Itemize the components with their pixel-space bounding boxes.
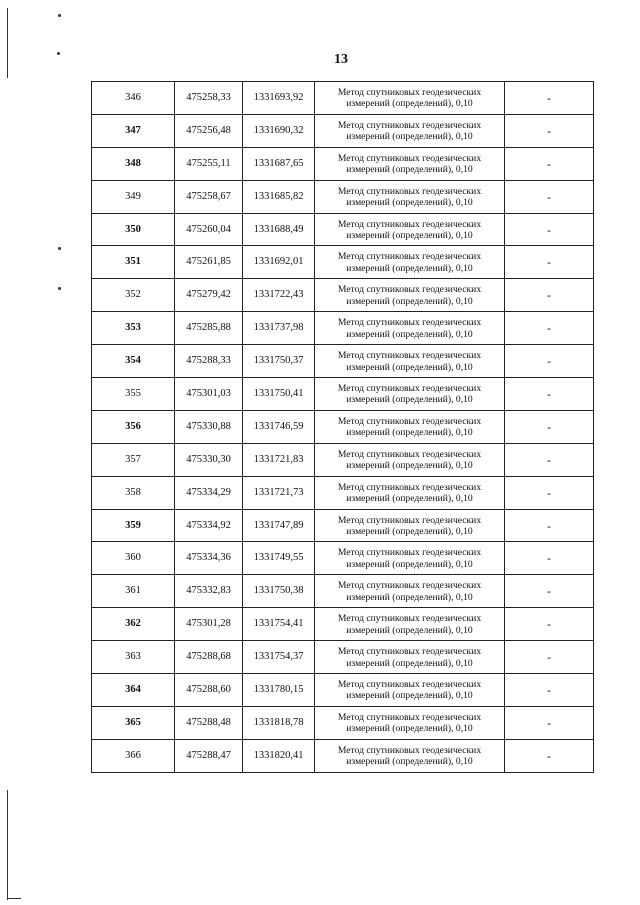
method-line-2: измерений (определений), 0,10 [346,361,473,373]
point-number-cell: 359 [92,509,175,542]
table-row [92,312,594,345]
point-number-cell: 353 [92,312,175,345]
x-coordinate-cell: 475334,29 [175,476,243,509]
method-line-1: Метод спутниковых геодезических [337,119,482,131]
y-coordinate-cell: 1331688,49 [243,213,315,246]
x-coordinate-cell: 475330,30 [175,443,243,476]
x-coordinate-cell: 475288,60 [175,674,243,707]
method-line-2: измерений (определений), 0,10 [346,131,473,143]
point-number-cell: 357 [92,443,175,476]
method-line-1: Метод спутниковых геодезических [337,678,482,690]
method-line-1: Метод спутниковых геодезических [337,646,482,658]
x-coordinate-cell: 475334,36 [175,542,243,575]
method-line-1: Метод спутниковых геодезических [337,547,482,559]
method-cell [315,739,505,772]
description-cell: - [505,641,594,674]
point-number-cell: 361 [92,575,175,608]
y-coordinate-cell: 1331692,01 [243,246,315,279]
point-number-cell: 362 [92,608,175,641]
method-line-2: измерений (определений), 0,10 [346,493,473,505]
point-number-cell: 366 [92,739,175,772]
method-cell [315,345,505,378]
method-cell [315,509,505,542]
x-coordinate-cell: 475258,67 [175,180,243,213]
coordinates-table [91,81,593,773]
description-cell: - [505,378,594,411]
method-line-1: Метод спутниковых геодезических [337,415,482,427]
method-line-2: измерений (определений), 0,10 [346,723,473,735]
y-coordinate-cell: 1331747,89 [243,509,315,542]
x-coordinate-cell: 475301,28 [175,608,243,641]
description-cell: - [505,509,594,542]
description-cell: - [505,739,594,772]
method-line-2: измерений (определений), 0,10 [346,624,473,636]
description-cell: - [505,246,594,279]
x-coordinate-cell: 475279,42 [175,279,243,312]
method-line-1: Метод спутниковых геодезических [337,251,482,263]
y-coordinate-cell: 1331750,41 [243,378,315,411]
method-line-1: Метод спутниковых геодезических [337,580,482,592]
table-body [92,82,594,773]
method-cell [315,312,505,345]
point-number-cell: 365 [92,706,175,739]
table-row [92,476,594,509]
x-coordinate-cell: 475255,11 [175,147,243,180]
description-cell: - [505,279,594,312]
description-cell: - [505,114,594,147]
x-coordinate-cell: 475288,33 [175,345,243,378]
method-cell [315,213,505,246]
method-cell [315,575,505,608]
method-line-2: измерений (определений), 0,10 [346,427,473,439]
method-cell [315,476,505,509]
table-row [92,180,594,213]
table-row [92,509,594,542]
method-line-1: Метод спутниковых геодезических [337,185,482,197]
method-cell [315,410,505,443]
method-line-2: измерений (определений), 0,10 [346,756,473,768]
method-line-1: Метод спутниковых геодезических [337,350,482,362]
y-coordinate-cell: 1331820,41 [243,739,315,772]
method-line-2: измерений (определений), 0,10 [346,262,473,274]
y-coordinate-cell: 1331721,83 [243,443,315,476]
x-coordinate-cell: 475285,88 [175,312,243,345]
table-row [92,114,594,147]
description-cell: - [505,180,594,213]
method-cell [315,641,505,674]
description-cell: - [505,312,594,345]
method-cell [315,706,505,739]
y-coordinate-cell: 1331754,37 [243,641,315,674]
method-line-1: Метод спутниковых геодезических [337,86,482,98]
description-cell: - [505,345,594,378]
table-row [92,443,594,476]
x-coordinate-cell: 475332,83 [175,575,243,608]
table-row [92,739,594,772]
method-line-1: Метод спутниковых геодезических [337,152,482,164]
table-row [92,542,594,575]
method-cell [315,542,505,575]
x-coordinate-cell: 475288,48 [175,706,243,739]
method-line-2: измерений (определений), 0,10 [346,558,473,570]
method-line-2: измерений (определений), 0,10 [346,394,473,406]
table-row [92,378,594,411]
method-cell [315,443,505,476]
description-cell: - [505,147,594,180]
y-coordinate-cell: 1331749,55 [243,542,315,575]
table-row [92,246,594,279]
description-cell: - [505,476,594,509]
method-cell [315,147,505,180]
bottom-left-tick [7,898,21,899]
description-cell: - [505,542,594,575]
method-line-1: Метод спутниковых геодезических [337,218,482,230]
table-row [92,641,594,674]
table-row [92,213,594,246]
method-line-1: Метод спутниковых геодезических [337,481,482,493]
y-coordinate-cell: 1331721,73 [243,476,315,509]
table-row [92,608,594,641]
method-line-2: измерений (определений), 0,10 [346,328,473,340]
method-line-2: измерений (определений), 0,10 [346,164,473,176]
method-cell [315,82,505,115]
left-edge-line-bottom [7,790,8,900]
x-coordinate-cell: 475260,04 [175,213,243,246]
y-coordinate-cell: 1331693,92 [243,82,315,115]
description-cell: - [505,706,594,739]
description-cell: - [505,608,594,641]
table-row [92,147,594,180]
point-number-cell: 347 [92,114,175,147]
method-line-1: Метод спутниковых геодезических [337,317,482,329]
method-line-1: Метод спутниковых геодезических [337,448,482,460]
x-coordinate-cell: 475288,68 [175,641,243,674]
y-coordinate-cell: 1331780,15 [243,674,315,707]
method-cell [315,180,505,213]
point-number-cell: 354 [92,345,175,378]
y-coordinate-cell: 1331818,78 [243,706,315,739]
method-cell [315,114,505,147]
table-row [92,575,594,608]
description-cell: - [505,82,594,115]
table-row [92,82,594,115]
y-coordinate-cell: 1331690,32 [243,114,315,147]
y-coordinate-cell: 1331722,43 [243,279,315,312]
y-coordinate-cell: 1331687,65 [243,147,315,180]
point-number-cell: 350 [92,213,175,246]
scan-mark-left-2 [58,287,61,290]
x-coordinate-cell: 475261,85 [175,246,243,279]
point-number-cell: 358 [92,476,175,509]
method-line-1: Метод спутниковых геодезических [337,711,482,723]
point-number-cell: 356 [92,410,175,443]
method-line-2: измерений (определений), 0,10 [346,230,473,241]
x-coordinate-cell: 475288,47 [175,739,243,772]
method-line-2: измерений (определений), 0,10 [346,526,473,538]
table-row [92,674,594,707]
page-number: 13 [334,52,348,67]
method-line-1: Метод спутниковых геодезических [337,613,482,625]
method-cell [315,246,505,279]
point-number-cell: 363 [92,641,175,674]
description-cell: - [505,410,594,443]
method-line-1: Метод спутниковых геодезических [337,382,482,394]
point-number-cell: 346 [92,82,175,115]
method-line-1: Метод спутниковых геодезических [337,744,482,756]
method-line-1: Метод спутниковых геодезических [337,284,482,296]
scan-mark-top-left [58,14,61,17]
description-cell: - [505,575,594,608]
method-line-2: измерений (определений), 0,10 [346,197,473,209]
y-coordinate-cell: 1331746,59 [243,410,315,443]
y-coordinate-cell: 1331737,98 [243,312,315,345]
point-number-cell: 351 [92,246,175,279]
method-line-2: измерений (определений), 0,10 [346,460,473,472]
description-cell: - [505,213,594,246]
x-coordinate-cell: 475334,92 [175,509,243,542]
point-number-cell: 360 [92,542,175,575]
y-coordinate-cell: 1331685,82 [243,180,315,213]
description-cell: - [505,443,594,476]
method-line-2: измерений (определений), 0,10 [346,98,473,110]
y-coordinate-cell: 1331750,38 [243,575,315,608]
method-line-2: измерений (определений), 0,10 [346,295,473,307]
x-coordinate-cell: 475256,48 [175,114,243,147]
table-row [92,345,594,378]
y-coordinate-cell: 1331754,41 [243,608,315,641]
method-cell [315,608,505,641]
point-number-cell: 364 [92,674,175,707]
method-cell [315,674,505,707]
x-coordinate-cell: 475330,88 [175,410,243,443]
point-number-cell: 352 [92,279,175,312]
method-line-2: измерений (определений), 0,10 [346,690,473,702]
table-row [92,706,594,739]
method-cell [315,279,505,312]
point-number-cell: 349 [92,180,175,213]
point-number-cell: 355 [92,378,175,411]
x-coordinate-cell: 475301,03 [175,378,243,411]
method-line-2: измерений (определений), 0,10 [346,657,473,669]
method-line-1: Метод спутниковых геодезических [337,514,482,526]
table-row [92,410,594,443]
table-row [92,279,594,312]
x-coordinate-cell: 475258,33 [175,82,243,115]
method-line-2: измерений (определений), 0,10 [346,591,473,603]
description-cell: - [505,674,594,707]
y-coordinate-cell: 1331750,37 [243,345,315,378]
method-cell [315,378,505,411]
scan-mark-left [58,247,61,250]
point-number-cell: 348 [92,147,175,180]
